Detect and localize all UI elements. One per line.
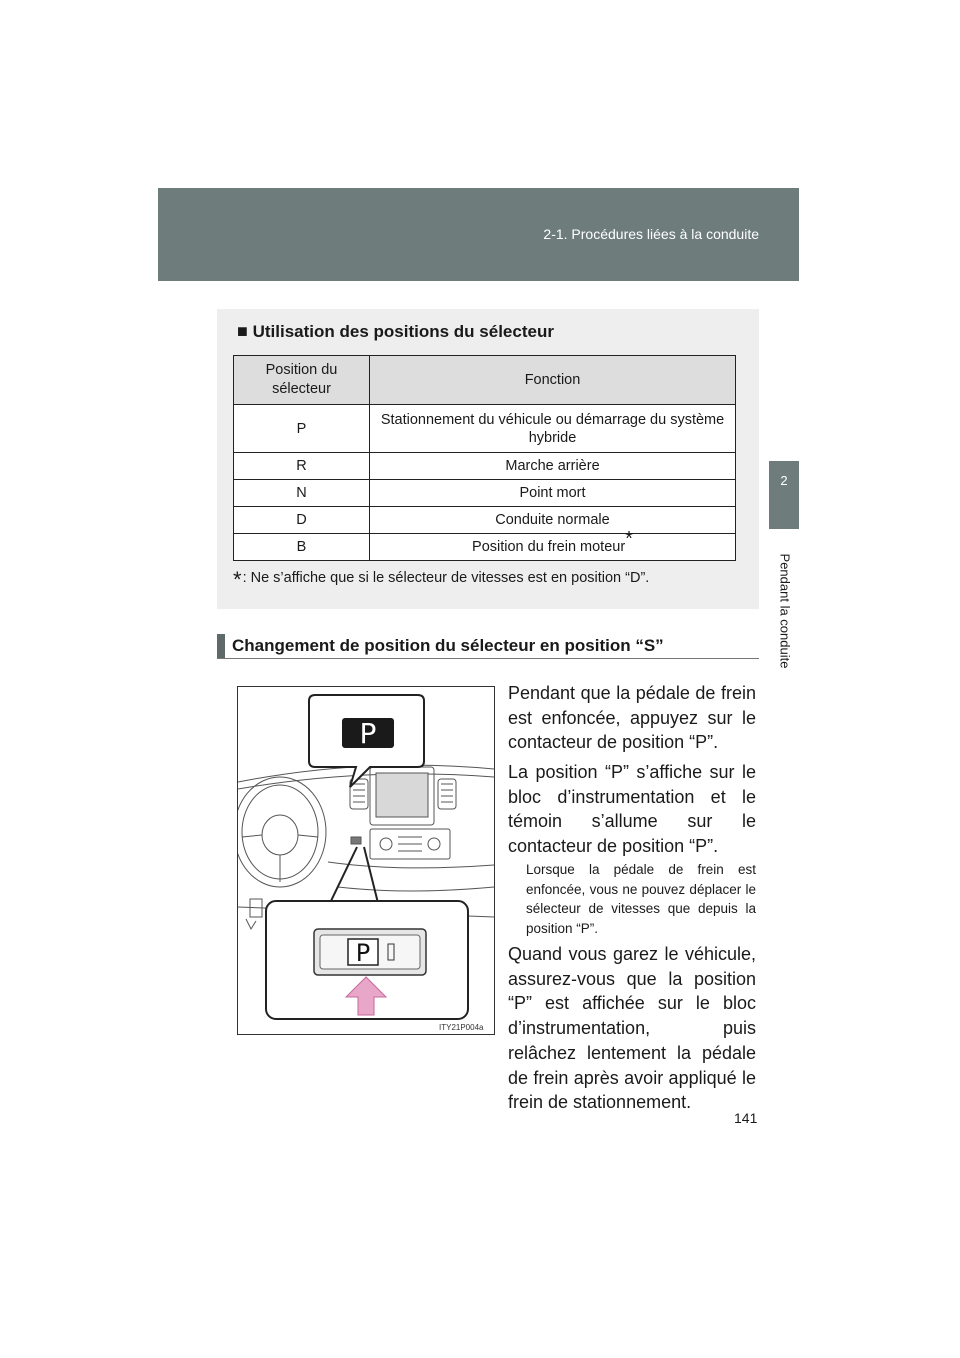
heading-bar (217, 634, 225, 658)
table-header-row (234, 356, 736, 405)
cell-position: N (234, 480, 370, 507)
note-text: Lorsque la pédale de frein est enfoncée, vous ne pouvez déplacer le sélecteur de vitesses que depuis la position “P”. (526, 862, 756, 936)
table-row (234, 480, 736, 507)
dashboard-drawing (238, 687, 494, 1034)
paragraph-3 (508, 942, 756, 1115)
cell-position: D (234, 507, 370, 534)
box-title-text: Utilisation des positions du sélecteur (252, 322, 554, 341)
square-bullet-icon: ■ (237, 321, 248, 341)
page-number: 141 (734, 1110, 758, 1126)
section-heading-text: Changement de position du sélecteur en position “S” (232, 636, 664, 655)
cell-function: Stationnement du véhicule ou démarrage du système hybride (370, 405, 736, 453)
dashboard-illustration (237, 686, 495, 1035)
paragraph-2 (508, 760, 756, 859)
cell-position: B (234, 534, 370, 561)
chapter-label: Pendant la conduite (777, 553, 793, 669)
cell-function-text: Position du frein moteur (472, 539, 626, 555)
switch-p-letter: P (355, 939, 371, 967)
note-paragraph (526, 860, 756, 938)
table-row (234, 507, 736, 534)
cell-function: Point mort (370, 480, 736, 507)
paragraph-1 (508, 681, 756, 755)
paragraph-1-text: Pendant que la pédale de frein est enfoncée, appuyez sur le contacteur de position “P”. (508, 683, 756, 753)
paragraph-2-text: La position “P” s’affiche sur le bloc d’instrumentation et le témoin s’allume sur le contacteur de position “P”. (508, 762, 756, 857)
header-band (158, 188, 799, 281)
table-row (234, 405, 736, 453)
table-row (234, 534, 736, 561)
chapter-tab (769, 461, 799, 529)
footnote-text: : Ne s’affiche que si le sélecteur de vitesses est en position “D”. (242, 570, 650, 586)
chapter-number: 2 (780, 473, 788, 488)
asterisk-icon: * (233, 567, 242, 592)
callout-p-letter: P (359, 717, 377, 750)
section-title: 2-1. Procédures liées à la conduite (543, 226, 759, 242)
asterisk-icon: * (625, 528, 633, 551)
cell-function: Marche arrière (370, 453, 736, 480)
table-row (234, 453, 736, 480)
cell-position: P (234, 405, 370, 453)
cell-position: R (234, 453, 370, 480)
cell-function: Conduite normale (370, 507, 736, 534)
header-position: Position du sélecteur (234, 356, 370, 405)
selector-table (233, 355, 736, 561)
box-title (237, 321, 554, 342)
header-function: Fonction (370, 356, 736, 405)
footnote (233, 567, 649, 593)
section-heading (217, 634, 759, 659)
cell-function (370, 528, 736, 561)
figure-id: ITY21P004a (439, 1023, 484, 1032)
info-box (217, 309, 759, 609)
paragraph-3-text: Quand vous garez le véhicule, assurez-vous que la position “P” est affichée sur le bloc d’instrumentation, puis relâchez lentement la pédale de frein après avoir appliqué le frein de stationnement. (508, 944, 756, 1113)
